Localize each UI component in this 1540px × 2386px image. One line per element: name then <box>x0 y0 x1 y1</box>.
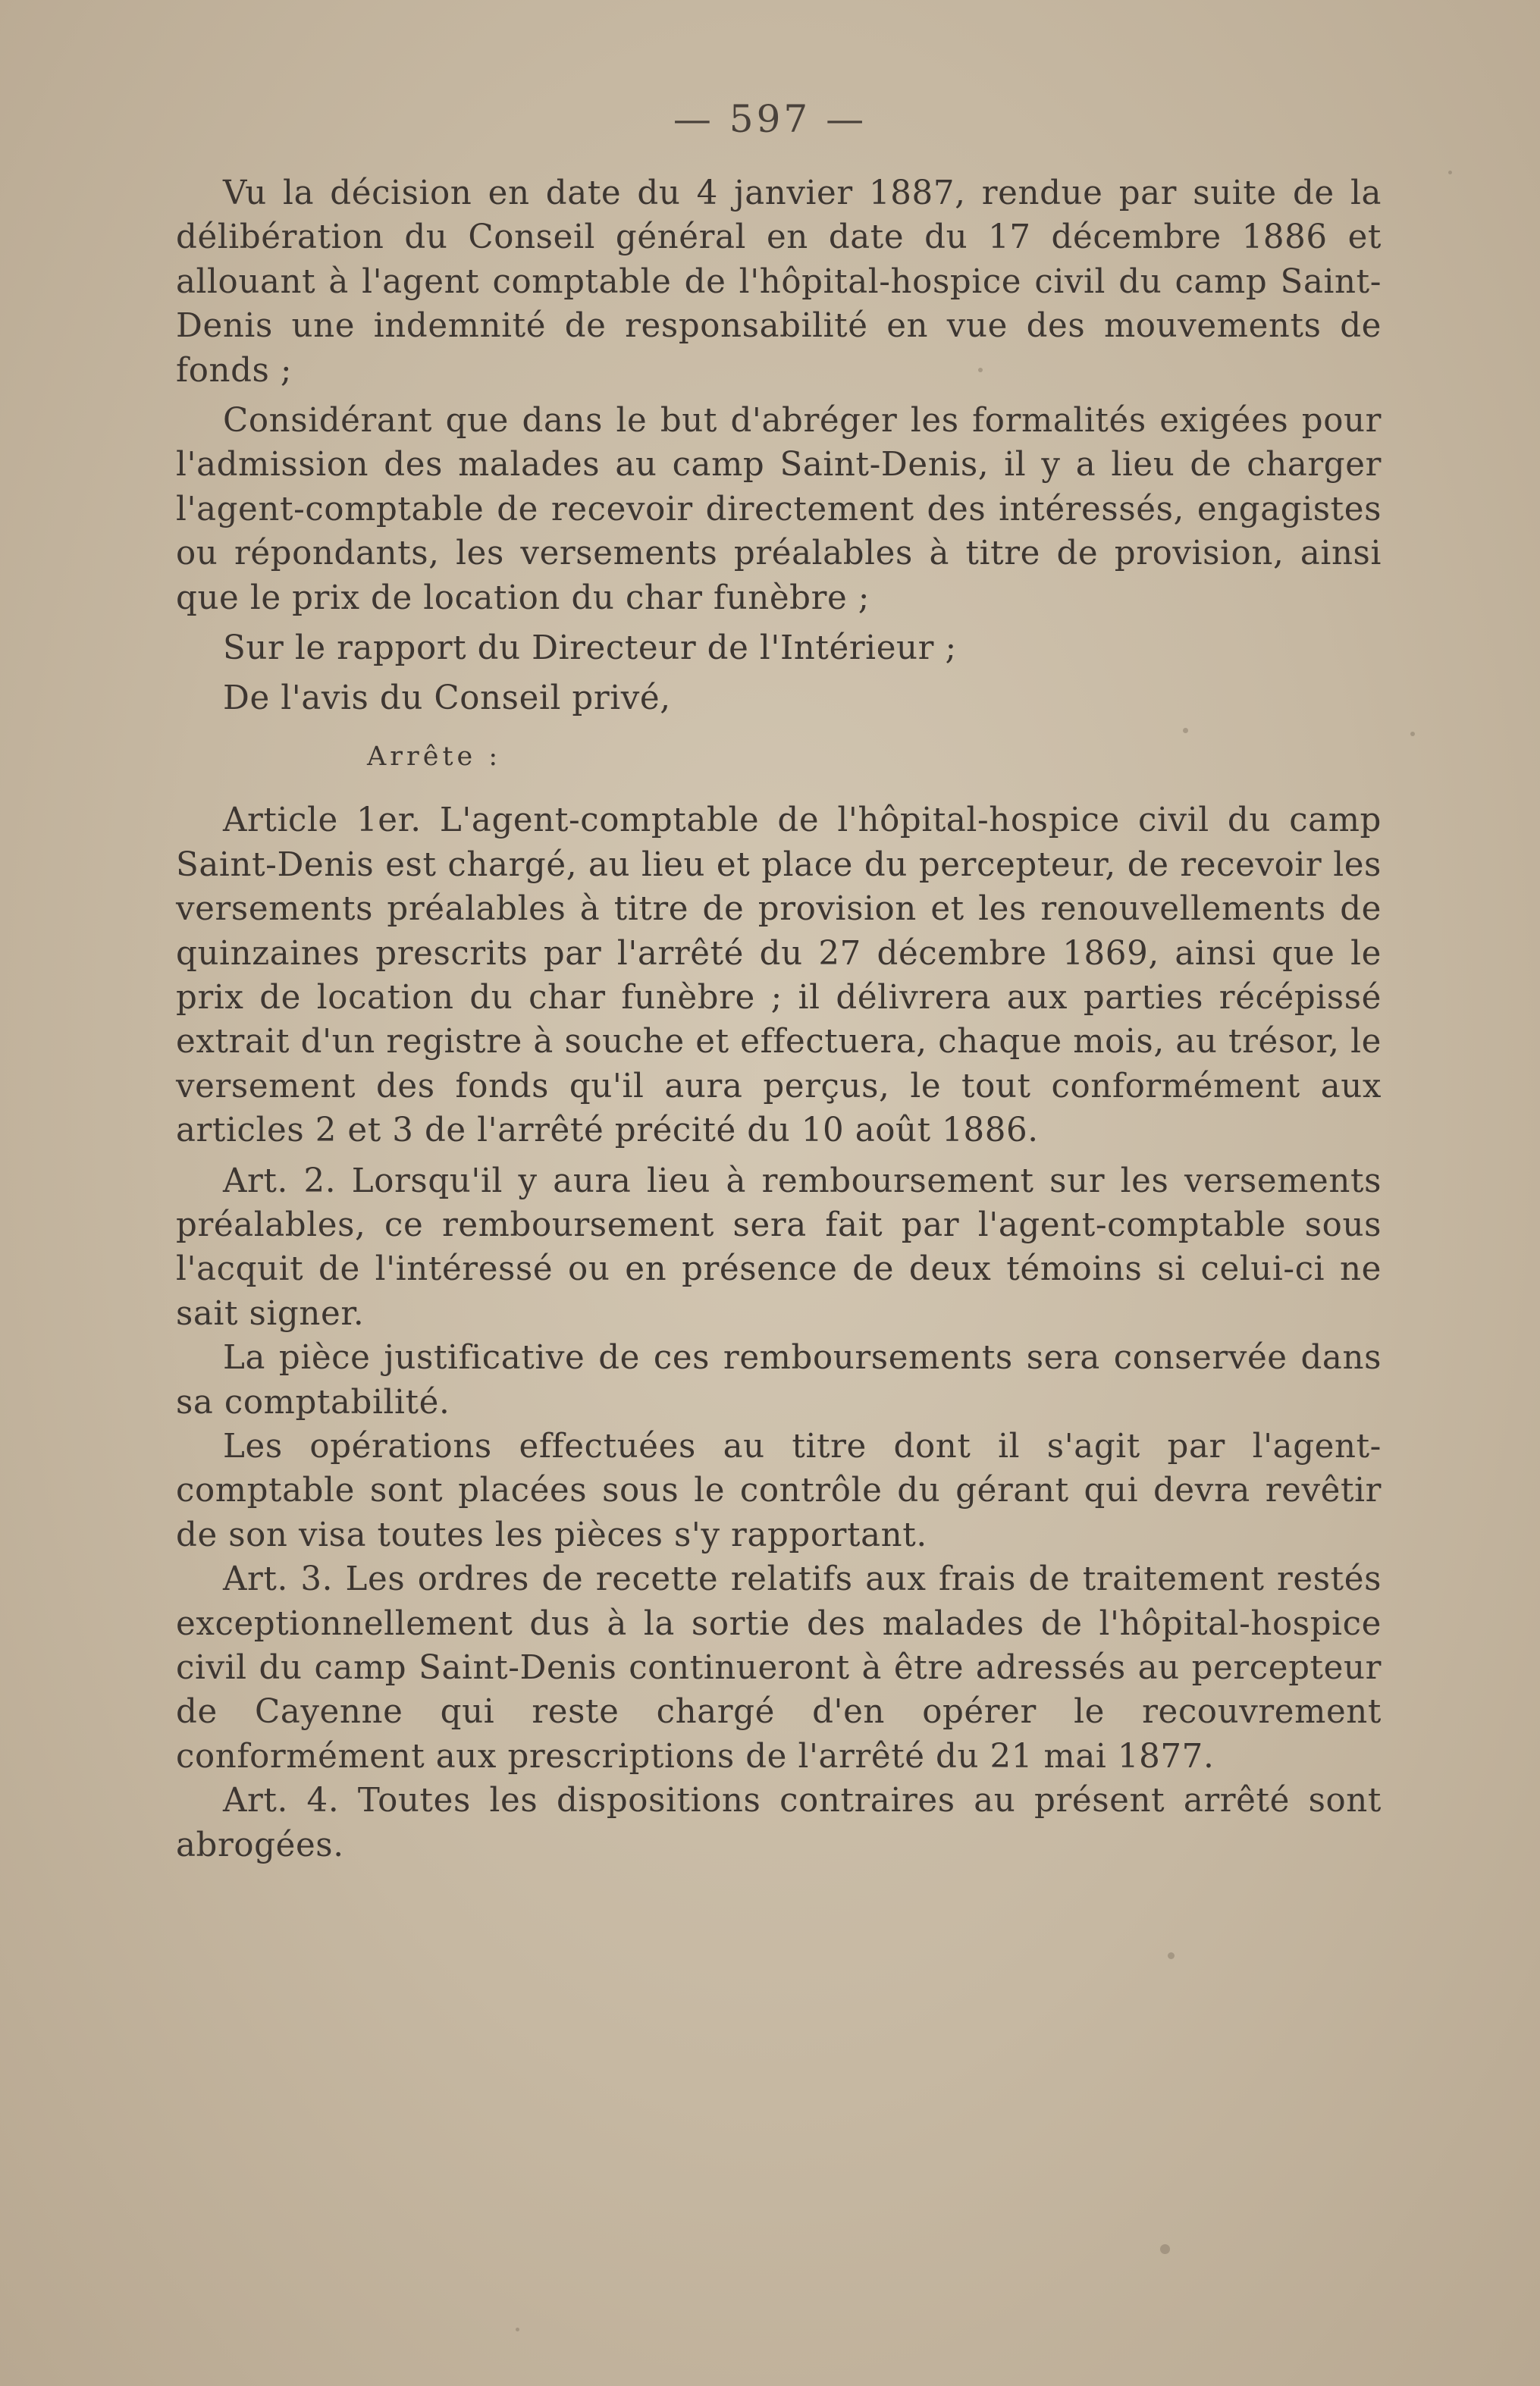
article-2: Art. 2. Lorsqu'il y aura lieu à remboursement sur les versements préalables, ce remboursement sera fait par l'agent-comptable sous l'acquit de l'intéressé ou en présence de deux témoins si celui-ci ne sait signer. <box>176 1162 1382 1333</box>
paragraph-avis: De l'avis du Conseil privé, <box>223 679 671 718</box>
document-body <box>176 171 1382 1867</box>
article-1: Article 1er. L'agent-comptable de l'hôpital-hospice civil du camp Saint-Denis est chargé, au lieu et place du percepteur, de recevoir les versements préalables à titre de provision et les renouvellements de quinzaines prescrits par l'arrêté du 27 décembre 1869, ainsi que le prix de location du char funèbre ; il délivrera aux parties récépissé extrait d'un registre à souche et effectuera, chaque mois, au trésor, le versement des fonds qu'il aura perçus, le tout conformément aux articles 2 et 3 de l'arrêté précité du 10 août 1886. <box>176 801 1382 1150</box>
article-2-piece: La pièce justificative de ces remboursements sera conservée dans sa comptabilité. <box>176 1339 1382 1422</box>
article-2-operations: Les opérations effectuées au titre dont il s'agit par l'agent-comptable sont placées sous le contrôle du gérant qui devra revêtir de son visa toutes les pièces s'y rapportant. <box>176 1427 1382 1554</box>
article-3: Art. 3. Les ordres de recette relatifs aux frais de traitement restés exceptionnellement dus à la sortie des malades de l'hôpital-hospice civil du camp Saint-Denis continueront à être adressés au percepteur de Cayenne qui reste chargé d'en opérer le recouvrement conformément aux prescriptions de l'arrêté du 21 mai 1877. <box>176 1560 1382 1776</box>
paragraph-considerant: Considérant que dans le but d'abréger les formalités exigées pour l'admission des malades au camp Saint-Denis, il y a lieu de charger l'agent-comptable de recevoir directement des intéressés, engagistes ou répondants, les versements préalables à titre de provision, ainsi que le prix de location du char funèbre ; <box>176 402 1382 617</box>
paragraph-rapport: Sur le rapport du Directeur de l'Intérieur ; <box>223 629 957 668</box>
article-4: Art. 4. Toutes les dispositions contraires au présent arrêté sont abrogées. <box>176 1782 1382 1864</box>
paragraph-vu: Vu la décision en date du 4 janvier 1887, rendue par suite de la délibération du Conseil général en date du 17 décembre 1886 et allouant à l'agent comptable de l'hôpital-hospice civil du camp Saint-Denis une indemnité de responsabilité en vue des mouvements de fonds ; <box>176 174 1382 390</box>
paper-speck <box>1168 1952 1175 1959</box>
arrete-heading: Arrête : <box>367 741 502 772</box>
page-number: — 597 — <box>673 97 867 141</box>
paper-speck <box>1160 2244 1170 2254</box>
paper-speck <box>1448 171 1452 174</box>
paper-speck <box>516 2328 519 2331</box>
paper-speck <box>1410 732 1415 736</box>
